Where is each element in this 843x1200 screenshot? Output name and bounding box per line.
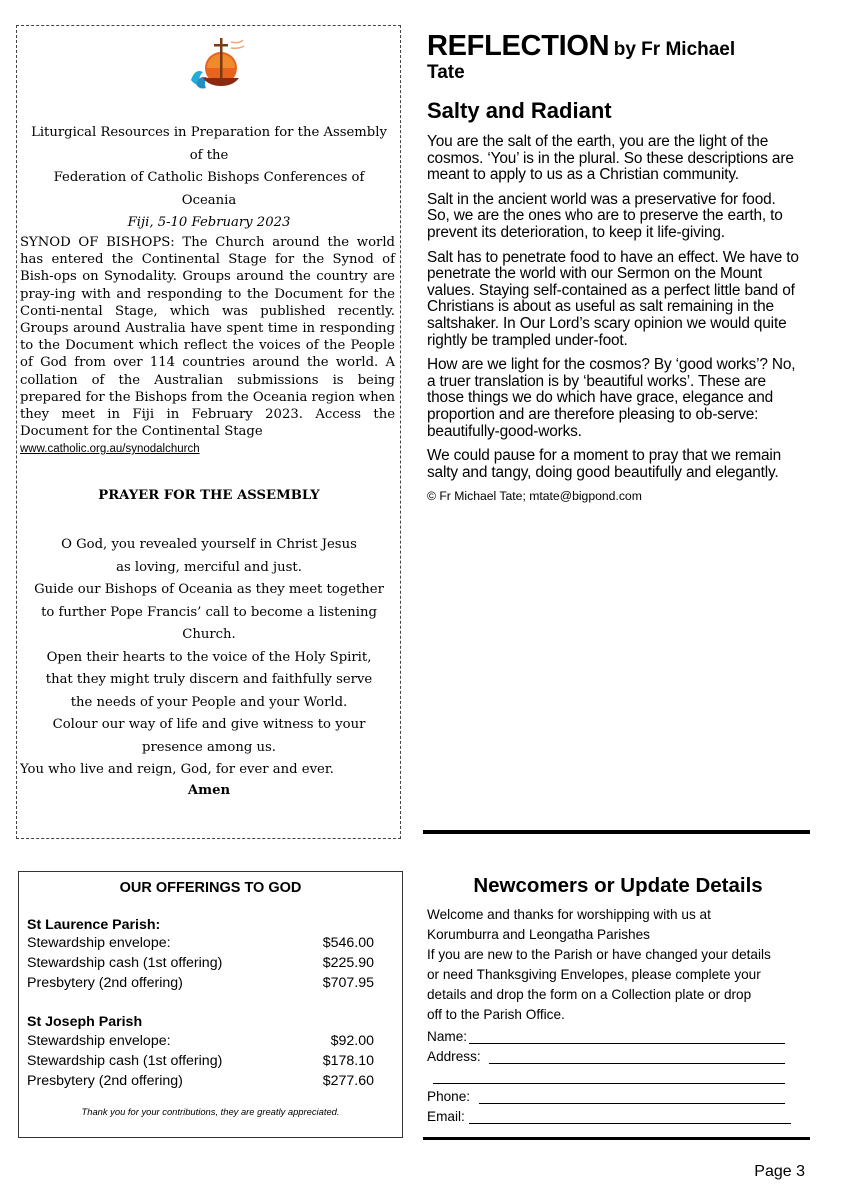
name-label: Name: (427, 1029, 468, 1044)
offering-amount: $92.00 (330, 1033, 374, 1049)
phone-label: Phone: (427, 1089, 471, 1104)
newcomers-section (427, 874, 809, 1127)
address-line-2[interactable] (433, 1083, 785, 1084)
synod-resources-box (16, 25, 401, 839)
parish-name: St Laurence Parish: (27, 917, 161, 933)
email-line[interactable] (469, 1123, 791, 1124)
newcomers-form (427, 1027, 809, 1127)
offerings-title: OUR OFFERINGS TO GOD (119, 880, 302, 896)
address-field[interactable] (427, 1047, 809, 1067)
address-field-continued[interactable] (427, 1067, 809, 1087)
phone-line[interactable] (479, 1103, 785, 1104)
reflection-byline: by Fr Michael (613, 39, 736, 60)
prayer-text (20, 534, 393, 800)
phone-field[interactable] (427, 1087, 809, 1107)
offering-amount: $178.10 (322, 1053, 374, 1069)
offering-amount: $277.60 (322, 1073, 374, 1089)
offering-amount: $225.90 (322, 955, 374, 971)
synod-body-text: SYNOD OF BISHOPS: The Church around the world has entered the Continental Stage for the Synod of Bish-ops on Synodality. Groups around the country are pray-ing with and responding to the Document for the Conti-nental Stage, which was published recently. Groups around Australia have spent time in responding to the Document which reflect the voices of the People of God from over 114 countries around the world. A collation of the Australian submissions is being prepared for the Bishops from the Oceania region when they meet in Fiji in February 2023. Access the Document for the Continental Stage (20, 235, 395, 440)
offering-label: Stewardship envelope: (27, 1033, 171, 1049)
newcomers-line: Welcome and thanks for worshipping with us at (427, 907, 711, 922)
prayer-line: Guide our Bishops of Oceania as they meet together (34, 582, 384, 597)
synod-boat-cross-logo (187, 34, 247, 92)
reflection-title: REFLECTION (427, 30, 610, 62)
offerings-box (18, 871, 403, 1138)
prayer-line: the needs of your People and your World. (70, 694, 348, 710)
prayer-line: O God, you revealed yourself in Christ Jesus (61, 537, 357, 552)
prayer-line: that they might truly discern and faithfully serve (45, 672, 373, 687)
reflection-paragraph: Salt in the ancient world was a preservative for food. So, we are the ones who are to preserve the earth, to prevent its deterioration, to keep it life-giving. (427, 190, 783, 241)
offering-label: Presbytery (2nd offering) (27, 975, 183, 991)
reflection-byline-author: Tate (427, 62, 465, 83)
prayer-line: as loving, merciful and just. (116, 559, 302, 575)
section-divider (423, 1137, 810, 1140)
offerings-thanks: Thank you for your contributions, they are greatly appreciated. (81, 1106, 340, 1117)
newcomers-line: off to the Parish Office. (427, 1007, 565, 1022)
reflection-article (427, 30, 802, 503)
offering-label: Stewardship envelope: (27, 935, 171, 951)
prayer-line: to further Pope Francis’ call to become a listening (41, 604, 377, 620)
offering-amount: $707.95 (322, 975, 374, 991)
synod-heading-line: Liturgical Resources in Preparation for the Assembly (31, 125, 387, 140)
offering-label: Stewardship cash (1st offering) (27, 955, 223, 971)
offering-amount: $546.00 (322, 935, 374, 951)
prayer-line: Colour our way of life and give witness to your (52, 717, 366, 732)
prayer-title: PRAYER FOR THE ASSEMBLY (98, 488, 320, 503)
reflection-header (427, 30, 802, 84)
newcomers-line: or need Thanksgiving Envelopes, please complete your (427, 967, 761, 982)
synodal-church-link[interactable]: www.catholic.org.au/synodalchurch (20, 443, 200, 455)
newcomers-line: Korumburra and Leongatha Parishes (427, 927, 650, 942)
synod-heading-line: Federation of Catholic Bishops Conferences of (53, 170, 365, 185)
offering-label: Presbytery (2nd offering) (27, 1073, 183, 1089)
email-label: Email: (427, 1109, 465, 1124)
reflection-paragraph: You are the salt of the earth, you are the light of the cosmos. ‘You’ is in the plural. So these descriptions are meant to apply to us as a Christian community. (427, 133, 794, 184)
prayer-line: Open their hearts to the voice of the Holy Spirit, (46, 649, 372, 665)
newcomers-title: Newcomers or Update Details (473, 874, 763, 897)
synod-heading (25, 122, 393, 212)
prayer-line: Church. (182, 627, 236, 642)
newcomers-line: If you are new to the Parish or have changed your details (427, 947, 771, 962)
prayer-amen: Amen (187, 782, 231, 798)
synod-heading-line: Oceania (181, 192, 237, 208)
address-label: Address: (427, 1049, 481, 1064)
reflection-paragraph: We could pause for a moment to pray that we remain salty and tangy, doing good beautifully and elegantly. (427, 447, 782, 481)
name-field[interactable] (427, 1027, 809, 1047)
reflection-credit: © Fr Michael Tate; mtate@bigpond.com (427, 489, 642, 504)
name-line[interactable] (469, 1043, 785, 1044)
section-divider (423, 830, 810, 834)
parish-name: St Joseph Parish (27, 1014, 143, 1030)
reflection-paragraph: Salt has to penetrate food to have an effect. We have to penetrate the world with our Sermon on the Mount values. Staying self-contained as a perfect little band of Christians is about as useful as salt remaining in the saltshaker. In Our Lord’s scary opinion we would quite rightly be trampled under-foot. (427, 248, 799, 349)
newcomers-body (427, 905, 809, 1025)
offering-label: Stewardship cash (1st offering) (27, 1053, 223, 1069)
page-number: Page 3 (754, 1163, 805, 1180)
reflection-subtitle: Salty and Radiant (427, 98, 612, 123)
newcomers-line: details and drop the form on a Collection plate or drop (427, 987, 752, 1002)
synod-heading-line: of the (189, 147, 229, 163)
reflection-paragraph: How are we light for the cosmos? By ‘good works’? No, a truer translation is by ‘beautiful works’. These are those things we do which have grace, elegance and proportion and are therefore pleasing to ob-serve: beautifully-good-works. (427, 356, 796, 440)
synod-dates: Fiji, 5-10 February 2023 (127, 215, 291, 230)
prayer-line: presence among us. (142, 739, 276, 755)
address-line[interactable] (489, 1063, 785, 1064)
prayer-line: You who live and reign, God, for ever and ever. (20, 762, 334, 777)
email-field[interactable] (427, 1107, 809, 1127)
